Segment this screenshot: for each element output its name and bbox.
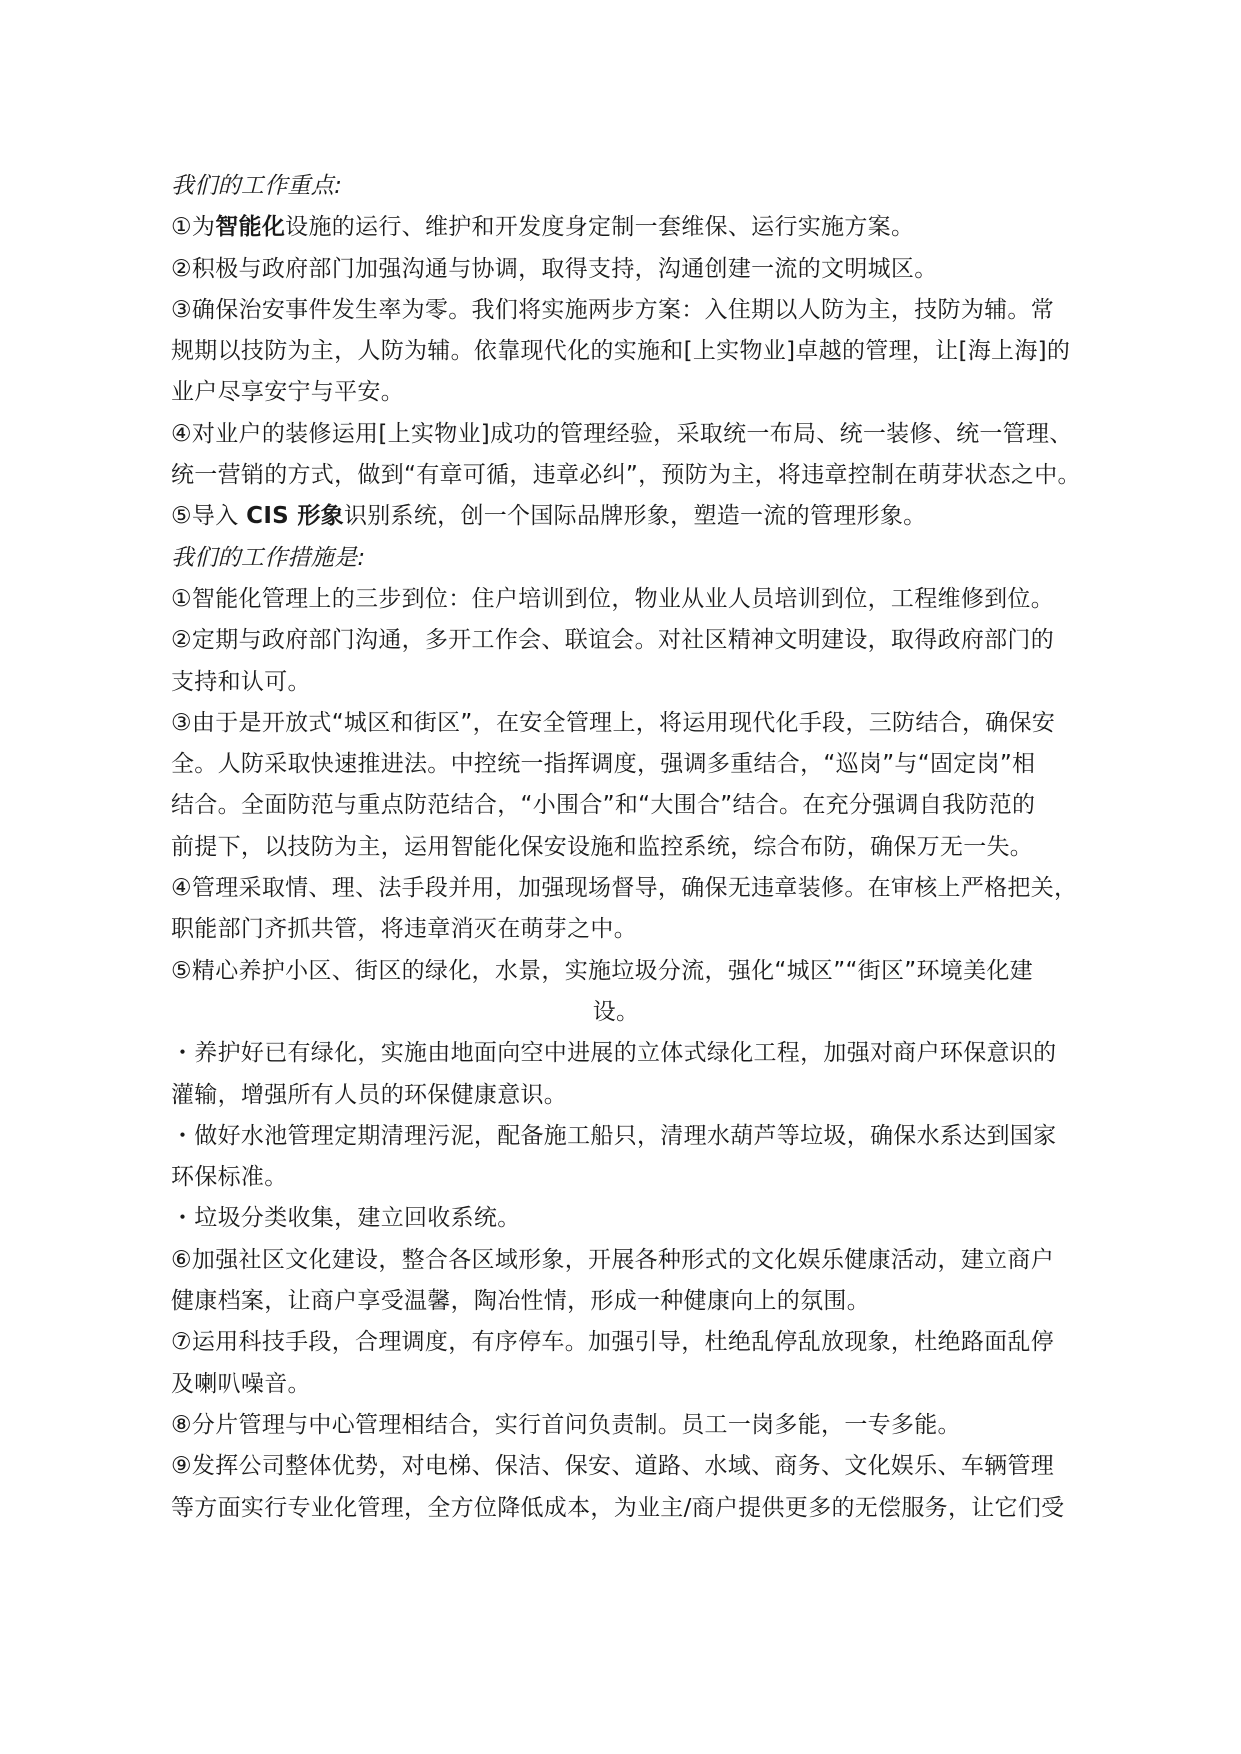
bullet-line: ・做好水池管理定期清理污泥，配备施工船只，清理水葫芦等垃圾，确保水系达到国家 <box>171 1122 1057 1149</box>
bullet-line: 灌输，增强所有人员的环保健康意识。 <box>171 1081 568 1108</box>
measure-line: 全。人防采取快速推进法。中控统一指挥调度，强调多重结合，“巡岗”与“固定岗”相 <box>171 751 1036 778</box>
measure-line: 职能部门齐抓共管，将违章消灭在萌芽之中。 <box>171 916 637 943</box>
measure-line: ③由于是开放式“城区和街区”，在安全管理上，将运用现代化手段，三防结合，确保安 <box>171 709 1056 736</box>
measure-line: ⑦运用科技手段，合理调度，有序停车。加强引导，杜绝乱停乱放现象，杜绝路面乱停 <box>171 1329 1055 1356</box>
focus-item-3-cont: 规期以技防为主，人防为辅。依靠现代化的实施和[上实物业]卓越的管理，让[海上海]的 <box>171 338 1071 365</box>
document-body <box>171 166 1131 1529</box>
focus-item-1: ①为智能化设施的运行、维护和开发度身定制一套维保、运行实施方案。 <box>171 214 915 241</box>
bullet-line: ・垃圾分类收集，建立回收系统。 <box>171 1205 521 1232</box>
bold-term-smart: 智能化 <box>215 214 286 241</box>
section-heading-focus: 我们的工作重点: <box>171 173 343 199</box>
measure-line: 等方面实行专业化管理，全方位降低成本，为业主/商户提供更多的无偿服务，让它们受 <box>171 1494 1065 1521</box>
focus-item-2: ②积极与政府部门加强沟通与协调，取得支持，沟通创建一流的文明城区。 <box>171 255 938 282</box>
measure-line: ⑨发挥公司整体优势，对电梯、保洁、保安、道路、水域、商务、文化娱乐、车辆管理 <box>171 1453 1055 1480</box>
bullet-line: ・养护好已有绿化，实施由地面向空中进展的立体式绿化工程，加强对商户环保意识的 <box>171 1040 1057 1067</box>
bold-term-cis: CIS 形象 <box>246 503 344 530</box>
focus-item-4-cont: 统一营销的方式，做到“有章可循，违章必纠”，预防为主，将违章控制在萌芽状态之中。 <box>171 462 1081 489</box>
focus-item-5: ⑤导入 CIS 形象识别系统，创一个国际品牌形象，塑造一流的管理形象。 <box>171 503 927 530</box>
focus-item-3-cont: 业户尽享安宁与平安。 <box>171 379 404 406</box>
measure-line: ④管理采取情、理、法手段并用，加强现场督导，确保无违章装修。在审核上严格把关， <box>171 875 1078 902</box>
measure-line: 前提下，以技防为主，运用智能化保安设施和监控系统，综合布防，确保万无一失。 <box>171 833 1034 860</box>
measure-line: 及喇叭噪音。 <box>171 1370 311 1397</box>
measure-line: 健康档案，让商户享受温馨，陶冶性情，形成一种健康向上的氛围。 <box>171 1288 870 1315</box>
measure-line: ②定期与政府部门沟通，多开工作会、联谊会。对社区精神文明建设，取得政府部门的 <box>171 627 1055 654</box>
section-heading-measures: 我们的工作措施是: <box>171 544 366 571</box>
measure-line: ⑧分片管理与中心管理相结合，实行首问负责制。员工一岗多能，一专多能。 <box>171 1411 961 1438</box>
focus-item-3: ③确保治安事件发生率为零。我们将实施两步方案：入住期以人防为主，技防为辅。常 <box>171 296 1055 323</box>
focus-item-4: ④对业户的装修运用[上实物业]成功的管理经验，采取统一布局、统一装修、统一管理、 <box>171 420 1073 447</box>
measure-line: 结合。全面防范与重点防范结合，“小围合”和“大围合”结合。在充分强调自我防范的 <box>171 792 1036 819</box>
measure-line: ⑤精心养护小区、街区的绿化，水景，实施垃圾分流，强化“城区”“街区”环境美化建 <box>171 957 1033 984</box>
measure-line-centered: 设。 <box>592 998 640 1025</box>
bullet-line: 环保标准。 <box>171 1164 288 1191</box>
measure-line: ①智能化管理上的三步到位：住户培训到位，物业从业人员培训到位，工程维修到位。 <box>171 585 1055 612</box>
measure-line: ⑥加强社区文化建设，整合各区域形象，开展各种形式的文化娱乐健康活动，建立商户 <box>171 1246 1055 1273</box>
measure-line: 支持和认可。 <box>171 668 311 695</box>
